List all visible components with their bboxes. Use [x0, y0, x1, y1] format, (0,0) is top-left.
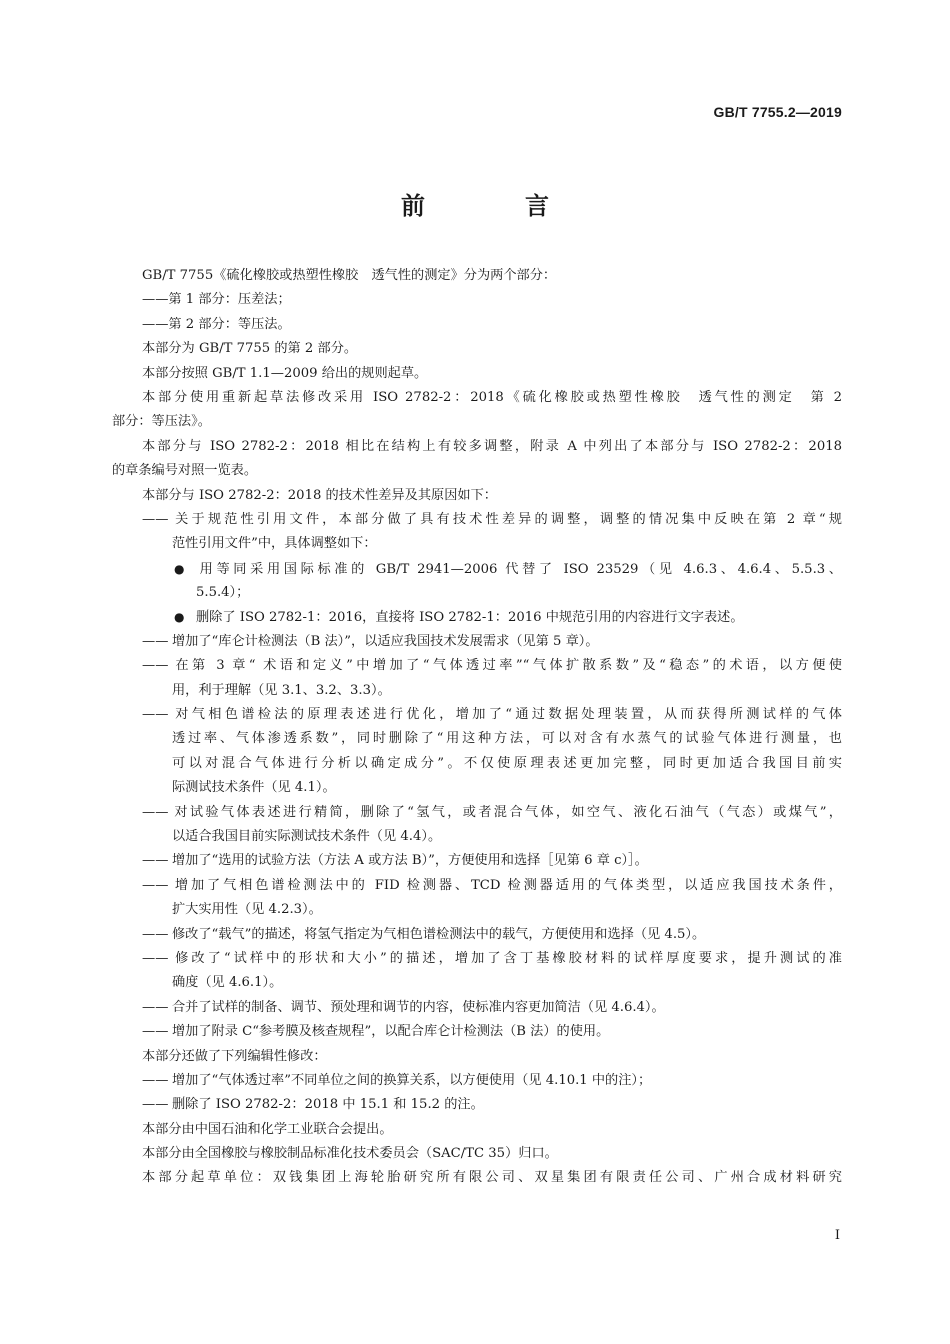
- text-line: [112, 825, 842, 849]
- text-line: [112, 362, 842, 386]
- line-text: 合并了试样的制备、调节、预处理和调节的内容，使标准内容更加简洁（见 4.6.4）。: [172, 999, 665, 1015]
- text-line: [112, 1118, 842, 1142]
- line-text: 增加了“气体透过率”不同单位之间的换算关系，以方便使用（见 4.10.1 中的注）；: [172, 1072, 652, 1088]
- dash-marker: ——: [142, 926, 169, 942]
- line-text: 扩大实用性（见 4.2.3）。: [172, 902, 322, 918]
- dash-marker: ——: [142, 511, 169, 527]
- text-line: [112, 679, 842, 703]
- line-text: 增加了“选用的试验方法（方法 A 或方法 B）”，方便使用和选择［见第 6 章 c）］。: [172, 853, 648, 869]
- line-text: 对气相色谱检法的原理表述进行优化，增加了“通过数据处理装置，从而获得所测试样的气体: [172, 707, 842, 723]
- line-text: 本部分由中国石油和化学工业联合会提出。: [142, 1121, 393, 1137]
- dash-marker: ——: [142, 853, 169, 869]
- dash-marker: ——: [142, 804, 169, 820]
- text-line: [112, 386, 842, 410]
- text-line: [112, 508, 842, 532]
- line-text: 对试验气体表述进行精简，删除了“氢气，或者混合气体，如空气、液化石油气（气态）或煤气”，: [172, 804, 842, 820]
- line-text: 以适合我国目前实际测试技术条件（见 4.4）。: [172, 828, 442, 844]
- text-line: [112, 1069, 842, 1093]
- text-line: [112, 435, 842, 459]
- line-text: GB/T 7755《硫化橡胶或热塑性橡胶 透气性的测定》分为两个部分：: [142, 268, 557, 283]
- text-line: [112, 410, 842, 434]
- line-text: 修改了“试样中的形状和大小”的描述，增加了含丁基橡胶材料的试样厚度要求，提升测试的准: [172, 950, 842, 966]
- text-line: [112, 703, 842, 727]
- page-number: I: [834, 1228, 840, 1243]
- text-line: [112, 923, 842, 947]
- line-text: 关于规范性引用文件，本部分做了具有技术性差异的调整，调整的情况集中反映在第 2 章“规: [172, 511, 842, 527]
- dash-marker: ——: [142, 658, 169, 674]
- text-line: [112, 898, 842, 922]
- line-text: 增加了“库仑计检测法（B 法）”，以适应我国技术发展需求（见第 5 章）。: [172, 633, 599, 649]
- text-line: [112, 849, 842, 873]
- line-text: 在第 3 章“ 术语和定义”中增加了“气体透过率”“气体扩散系数”及“稳态”的术语，以方便使: [172, 658, 842, 674]
- text-line: [112, 337, 842, 361]
- line-text: 增加了附录 C“参考膜及核查规程”，以配合库仑计检测法（B 法）的使用。: [172, 1024, 610, 1040]
- text-line: [112, 1142, 842, 1166]
- dash-marker: ——: [142, 1097, 169, 1113]
- text-line: [112, 947, 842, 971]
- line-text: 5.5.4）；: [196, 585, 250, 601]
- line-text: 本部分为 GB/T 7755 的第 2 部分。: [142, 341, 358, 357]
- dash-marker: ——: [142, 633, 169, 649]
- text-line: [112, 727, 842, 751]
- text-line: [112, 532, 842, 556]
- text-line: [112, 874, 842, 898]
- text-line: [112, 776, 842, 800]
- bullet-icon: ●: [174, 561, 185, 576]
- dash-marker: ——: [142, 950, 169, 966]
- line-text: ——第 1 部分：压差法；: [142, 292, 291, 308]
- line-text: 范性引用文件”中，具体调整如下：: [172, 536, 377, 552]
- line-text: 本部分由全国橡胶与橡胶制品标准化技术委员会（SAC/TC 35）归口。: [142, 1146, 558, 1162]
- text-line: [112, 971, 842, 995]
- line-text: 部分：等压法》。: [112, 414, 211, 430]
- line-text: 际测试技术条件（见 4.1）。: [172, 780, 336, 796]
- section-title: 前 言: [401, 192, 587, 220]
- foreword-body: [112, 264, 842, 1191]
- dash-marker: ——: [142, 1024, 169, 1040]
- line-text: 增加了气相色谱检测法中的 FID 检测器、TCD 检测器适用的气体类型，以适应我国技术条件，: [172, 877, 842, 893]
- line-text: 本部分与 ISO 2782-2：2018 相比在结构上有较多调整，附录 A 中列出了本部分与 ISO 2782-2：2018: [142, 438, 842, 454]
- line-text: 透过率、气体渗透系数”，同时删除了“用这种方法，可以对含有水蒸气的试验气体进行测量，也: [172, 731, 842, 747]
- line-text: 用等同采用国际标准的 GB/T 2941—2006 代替了 ISO 23529（见 4.6.3、4.6.4、5.5.3、: [196, 561, 842, 577]
- line-text: 可以对混合气体进行分析以确定成分”。不仅使原理表述更加完整，同时更加适合我国目前实: [172, 755, 842, 771]
- dash-marker: ——: [142, 999, 169, 1015]
- text-line: [112, 752, 842, 776]
- line-text: 本部分与 ISO 2782-2：2018 的技术性差异及其原因如下：: [142, 487, 497, 503]
- line-text: 删除了 ISO 2782-2：2018 中 15.1 和 15.2 的注。: [172, 1097, 484, 1113]
- line-text: 本部分起草单位：双钱集团上海轮胎研究所有限公司、双星集团有限责任公司、广州合成材料研究: [142, 1170, 842, 1186]
- text-line: [112, 996, 842, 1020]
- text-line: [112, 557, 842, 581]
- dash-marker: ——: [142, 707, 169, 723]
- text-line: [112, 1093, 842, 1117]
- text-line: [112, 459, 842, 483]
- text-line: [112, 581, 842, 605]
- text-line: [112, 1020, 842, 1044]
- line-text: 本部分还做了下列编辑性修改：: [142, 1048, 327, 1064]
- bullet-icon: ●: [174, 610, 185, 625]
- line-text: 修改了“载气”的描述，将氢气指定为气相色谱检测法中的载气，方便使用和选择（见 4.5）。: [172, 926, 706, 942]
- line-text: 本部分使用重新起草法修改采用 ISO 2782-2：2018《硫化橡胶或热塑性橡胶 透气性的测定 第 2: [142, 389, 842, 405]
- line-text: 删除了 ISO 2782-1：2016，直接将 ISO 2782-1：2016 中规范引用的内容进行文字表述。: [196, 610, 744, 626]
- text-line: [112, 288, 842, 312]
- text-line: [112, 1166, 842, 1190]
- text-line: [112, 1045, 842, 1069]
- line-text: 用，利于理解（见 3.1、3.2、3.3）。: [172, 682, 391, 698]
- dash-marker: ——: [142, 1072, 169, 1088]
- text-line: [112, 605, 842, 629]
- standard-code: GB/T 7755.2—2019: [713, 104, 842, 120]
- line-text: 确度（见 4.6.1）。: [172, 975, 283, 991]
- line-text: 本部分按照 GB/T 1.1—2009 给出的规则起草。: [142, 365, 428, 381]
- text-line: [112, 313, 842, 337]
- text-line: [112, 484, 842, 508]
- line-text: ——第 2 部分：等压法。: [142, 316, 291, 332]
- text-line: [112, 630, 842, 654]
- line-text: 的章条编号对照一览表。: [112, 463, 258, 479]
- dash-marker: ——: [142, 877, 169, 893]
- text-line: [112, 801, 842, 825]
- text-line: [112, 264, 842, 288]
- text-line: [112, 654, 842, 678]
